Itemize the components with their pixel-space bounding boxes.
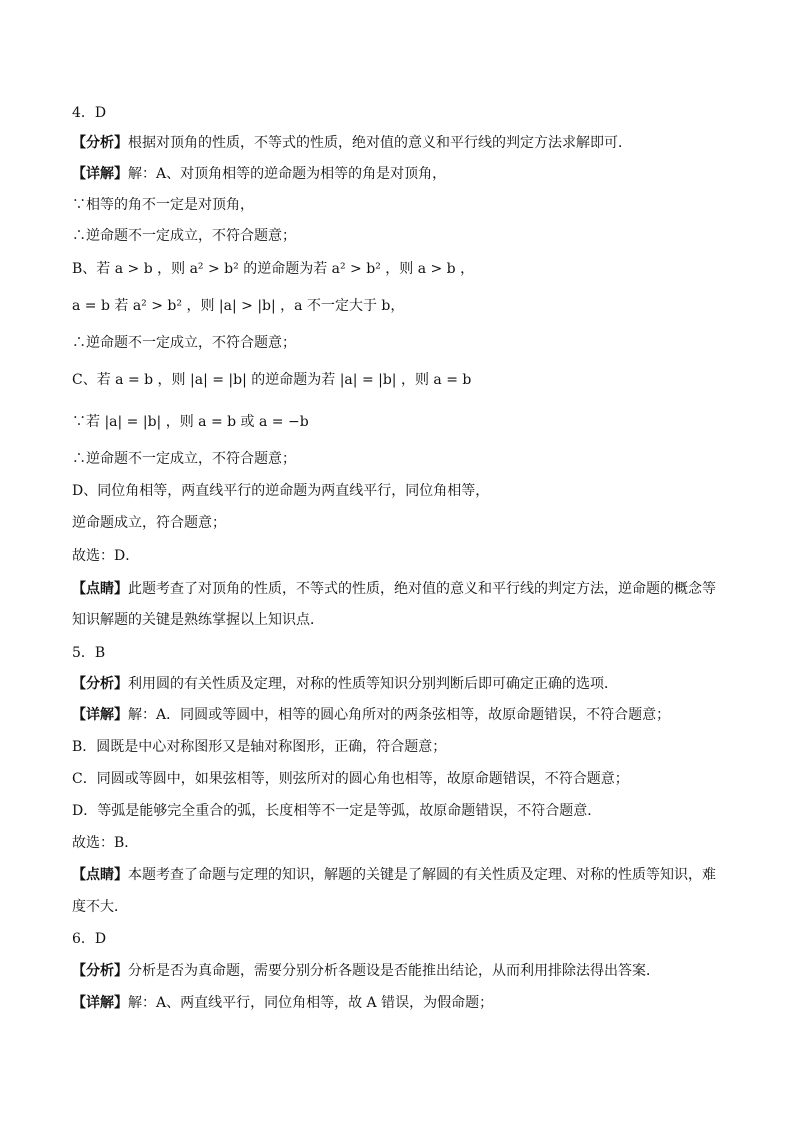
q5-comment-tag: 【点睛】: [72, 867, 128, 883]
q4-comment-line-2: 知识解题的关键是熟练掌握以上知识点．: [72, 612, 324, 628]
q4-line: 逆命题成立，符合题意；: [72, 515, 226, 531]
q4-detail-text: 解：A、对顶角相等的逆命题为相等的角是对顶角，: [128, 166, 447, 182]
q5-line: D．等弧是能够完全重合的弧，长度相等不一定是等弧，故原命题错误，不符合题意．: [72, 803, 602, 819]
q6-detail-tag: 【详解】: [72, 995, 128, 1011]
q6-detail-text: 解：A、两直线平行，同位角相等，故 A 错误，为假命题；: [128, 995, 494, 1011]
q4-comment-tag: 【点睛】: [72, 581, 128, 597]
q4-line: 故选：D．: [72, 548, 140, 564]
q5-comment-line-2: 度不大．: [72, 899, 128, 915]
q4-line: C、若 a = b ，则 |a| = |b| 的逆命题为若 |a| = |b| ，则 a = b: [72, 372, 472, 388]
q5-analysis-tag: 【分析】: [72, 676, 128, 692]
q4-line: ∴逆命题不一定成立，不符合题意；: [72, 451, 296, 467]
q5-detail-line: [72, 706, 670, 724]
q5-line: B．圆既是中心对称图形又是轴对称图形，正确，符合题意；: [72, 739, 447, 755]
q4-number: 4．D: [72, 105, 107, 121]
q5-line: 故选：B．: [72, 835, 139, 851]
q5-line: C．同圆或等圆中，如果弦相等，则弦所对的圆心角也相等，故原命题错误，不符合题意；: [72, 771, 629, 787]
q5-detail-tag: 【详解】: [72, 707, 128, 723]
q5-detail-text: 解：A．同圆或等圆中，相等的圆心角所对的两条弦相等，故原命题错误，不符合题意；: [128, 707, 671, 723]
q4-line: a = b 若 a² > b² ，则 |a| > |b| ，a 不一定大于 b，: [72, 298, 405, 314]
q4-comment-text: 此题考查了对顶角的性质，不等式的性质，绝对值的意义和平行线的判定方法，逆命题的概念等: [128, 581, 716, 597]
q4-detail-line: [72, 165, 446, 183]
q6-analysis-line: [72, 962, 660, 980]
q5-comment-line: [72, 866, 716, 884]
q4-analysis-tag: 【分析】: [72, 135, 128, 151]
q4-line: D、同位角相等，两直线平行的逆命题为两直线平行，同位角相等，: [72, 483, 490, 499]
q5-comment-text: 本题考查了命题与定理的知识，解题的关键是了解圆的有关性质及定理、对称的性质等知识，难: [128, 867, 716, 883]
q4-line: ∴逆命题不一定成立，不符合题意；: [72, 335, 296, 351]
q4-analysis-text: 根据对顶角的性质，不等式的性质，绝对值的意义和平行线的判定方法求解即可．: [128, 135, 632, 151]
q4-detail-tag: 【详解】: [72, 166, 128, 182]
q4-line: ∴逆命题不一定成立，不符合题意；: [72, 228, 296, 244]
q6-analysis-text: 分析是否为真命题，需要分别分析各题设是否能推出结论，从而利用排除法得出答案．: [128, 963, 660, 979]
q4-comment-line: [72, 580, 716, 598]
q4-line: ∵相等的角不一定是对顶角，: [72, 197, 254, 213]
q6-number: 6．D: [72, 931, 107, 947]
q5-analysis-text: 利用圆的有关性质及定理，对称的性质等知识分别判断后即可确定正确的选项．: [128, 676, 618, 692]
q4-line: ∵若 |a| = |b| ，则 a = b 或 a = −b: [72, 414, 309, 430]
q6-analysis-tag: 【分析】: [72, 963, 128, 979]
q4-analysis-line: [72, 134, 632, 152]
q6-detail-line: [72, 994, 493, 1012]
q5-number: 5．B: [72, 645, 106, 661]
q4-line: B、若 a > b ，则 a² > b² 的逆命题为若 a² > b² ，则 a > b ，: [72, 261, 475, 277]
q5-analysis-line: [72, 675, 618, 693]
